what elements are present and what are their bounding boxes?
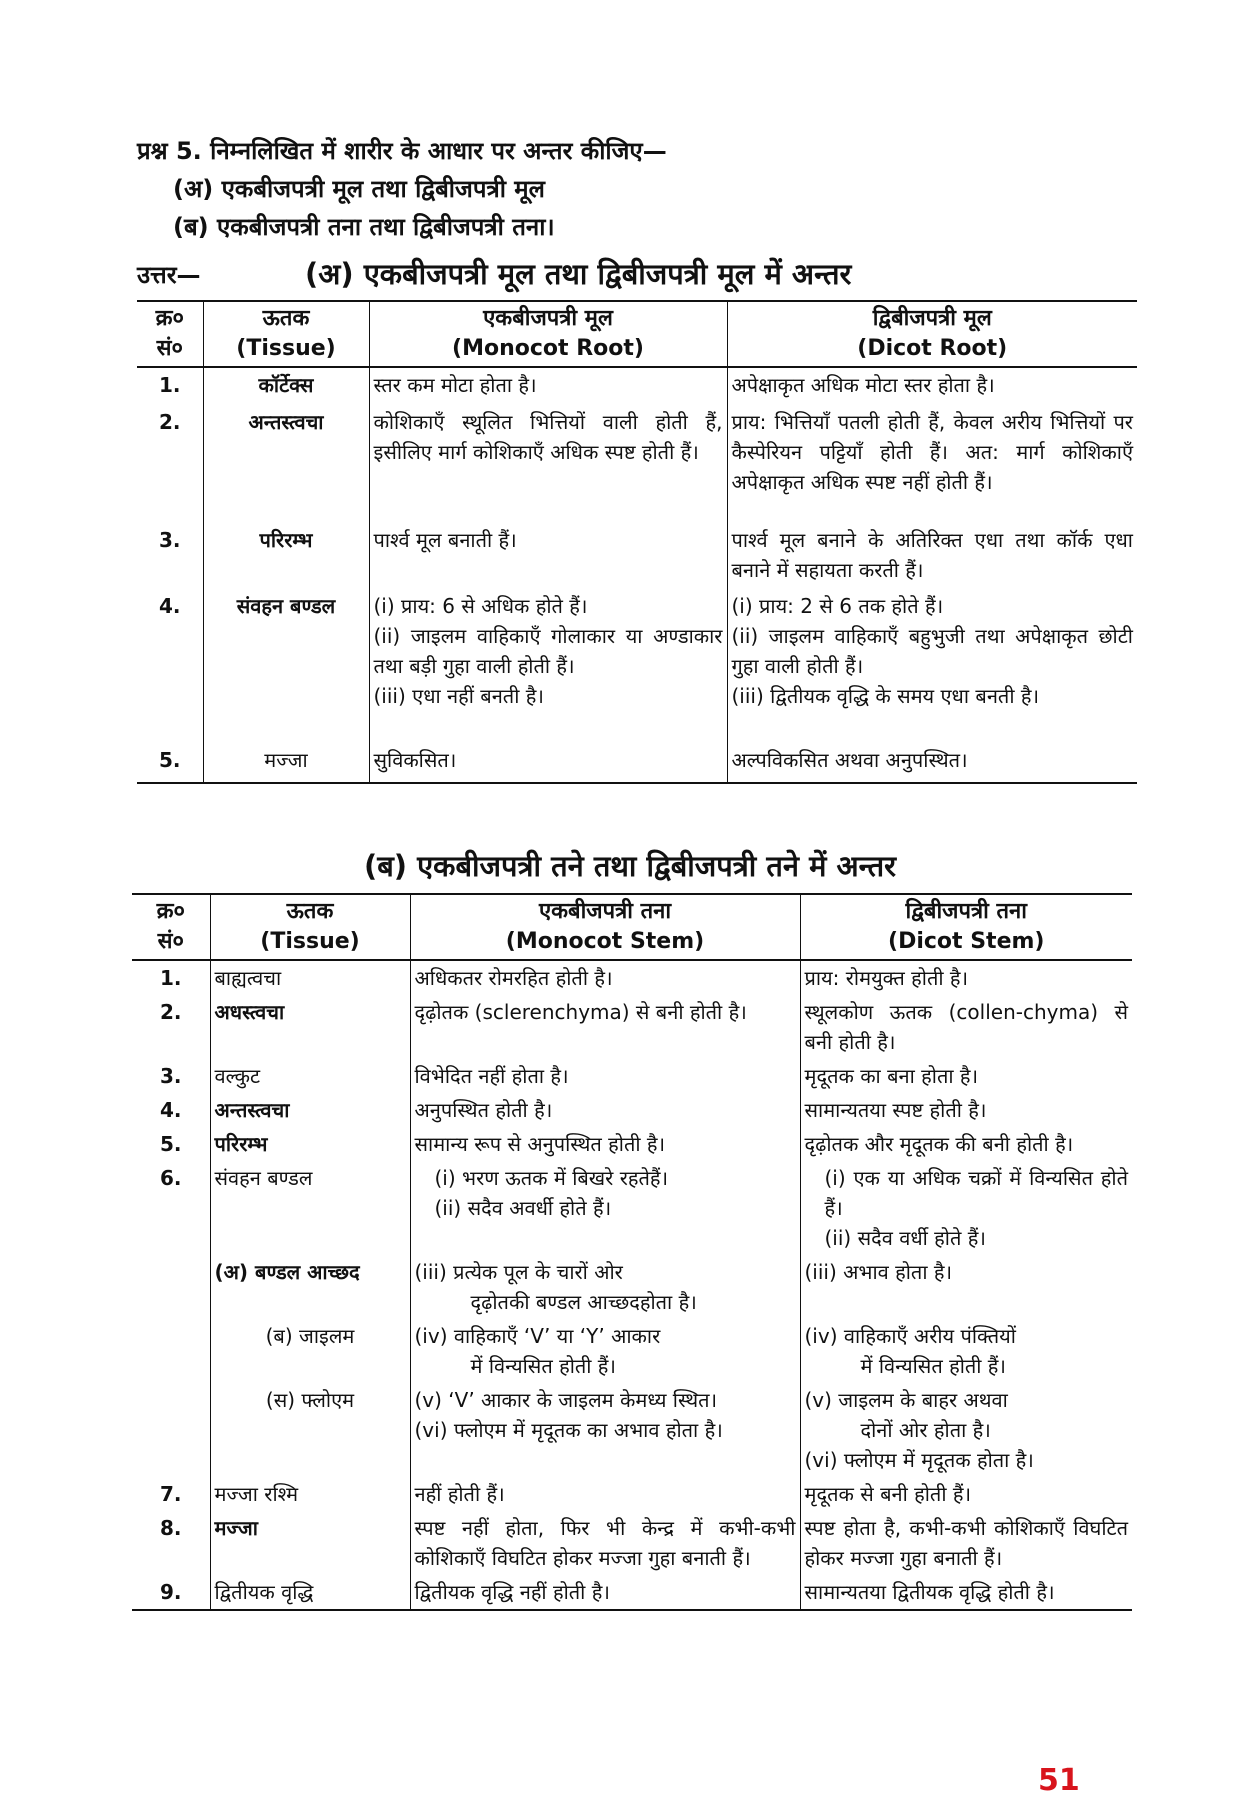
answer-heading-row (137, 254, 1157, 294)
question-block (137, 132, 1157, 246)
row-sno: 9. (132, 1575, 210, 1610)
stem-comparison-table (132, 893, 1132, 1611)
row-dicot: प्राय: रोमयुक्त होती है। (804, 966, 969, 990)
row-sno: 7. (132, 1477, 210, 1511)
root-comparison-table (137, 300, 1137, 784)
row-tissue: मज्जा (210, 1511, 410, 1575)
question-part-b: (ब) एकबीजपत्री तना तथा द्विबीजपत्री तना। (173, 213, 555, 241)
row-monocot: (iii) प्रत्येक पूल के चारों ओर दृढ़ोतकी बण्डल आच्छदहोता है। (410, 1255, 800, 1319)
row-monocot: पार्श्व मूल बनाती हैं। (369, 523, 727, 589)
table-row (137, 367, 1137, 405)
table-row (137, 589, 1137, 743)
row-monocot: कोशिकाएँ स्थूलित भित्तियों वाली होती हैं, इसीलिए मार्ग कोशिकाएँ अधिक स्पष्ट होती हैं। (369, 405, 727, 523)
table-row (132, 1127, 1132, 1161)
section-b-heading: (ब) एकबीजपत्री तने तथा द्विबीजपत्री तने में अन्तर (363, 849, 897, 883)
row-sno: 1. (137, 367, 203, 405)
row-dicot: प्राय: भित्तियाँ पतली होती हैं, केवल अरीय भित्तियों पर कैस्पेरियन पट्टियाँ होती हैं। अत: मार्ग कोशिकाएँ अपेक्षाकृत अधिक स्पष्ट नहीं होती हैं। (731, 410, 1133, 494)
row-tissue: वल्कुट (210, 1059, 410, 1093)
row-monocot: स्पष्ट नहीं होता, फिर भी केन्द्र में कभी-कभी कोशिकाएँ विघटित होकर मज्जा गुहा बनाती हैं। (410, 1511, 800, 1575)
row-monocot: (i) भरण ऊतक में बिखरे रहतेहैं। (ii) सदैव अवर्धी होते हैं। (410, 1161, 800, 1255)
row-sno: 6. (132, 1161, 210, 1255)
row-tissue: अन्तस्त्वचा (203, 405, 369, 523)
row-monocot: सामान्य रूप से अनुपस्थित होती है। (410, 1127, 800, 1161)
row-sno: 2. (137, 405, 203, 523)
table-row (132, 995, 1132, 1059)
row-tissue: अधस्त्वचा (210, 995, 410, 1059)
row-monocot: (i) प्राय: 6 से अधिक होते हैं। (ii) जाइलम वाहिकाएँ गोलाकार या अण्डाकार तथा बड़ी गुहा वाली होती हैं। (iii) एधा नहीं बनती है। (369, 589, 727, 743)
header-dicot-root: द्विबीजपत्री मूल (Dicot Root) (857, 306, 1008, 361)
row-dicot: (i) प्राय: 2 से 6 तक होते हैं। (ii) जाइलम वाहिकाएँ बहुभुजी तथा अपेक्षाकृत छोटी गुहा वाली होती हैं। (iii) द्वितीयक वृद्धि के समय एधा बनती है। (731, 594, 1133, 708)
table-row (137, 523, 1137, 589)
row-tissue: मज्जा रश्मि (210, 1477, 410, 1511)
row-tissue: परिरम्भ (203, 523, 369, 589)
table-row (132, 1319, 1132, 1383)
row-sno: 3. (132, 1059, 210, 1093)
table-row (132, 1059, 1132, 1093)
row-tissue: (ब) जाइलम (210, 1319, 410, 1383)
row-dicot: मृदूतक से बनी होती हैं। (804, 1482, 972, 1506)
row-dicot: सामान्यतया द्वितीयक वृद्धि होती है। (804, 1580, 1055, 1604)
header-monocot-stem: एकबीजपत्री तना (Monocot Stem) (410, 894, 800, 960)
row-monocot: अधिकतर रोमरहित होती है। (410, 960, 800, 995)
row-monocot: नहीं होती हैं। (410, 1477, 800, 1511)
row-dicot: स्पष्ट होता है, कभी-कभी कोशिकाएँ विघटित होकर मज्जा गुहा बनाती हैं। (804, 1516, 1128, 1570)
row-dicot: (i) एक या अधिक चक्रों में विन्यसित होते हैं। (ii) सदैव वर्धी होते हैं। (824, 1166, 1128, 1250)
question-part-a: (अ) एकबीजपत्री मूल तथा द्विबीजपत्री मूल (173, 175, 545, 203)
row-tissue: कॉर्टेक्स (203, 367, 369, 405)
row-monocot: सुविकसित। (369, 743, 727, 783)
row-monocot: (v) ‘V’ आकार के जाइलम केमध्य स्थित। (vi) फ्लोएम में मृदूतक का अभाव होता है। (410, 1383, 800, 1477)
row-sno: 3. (137, 523, 203, 589)
row-dicot: मृदूतक का बना होता है। (804, 1064, 979, 1088)
row-sno: 1. (132, 960, 210, 995)
row-tissue: (स) फ्लोएम (210, 1383, 410, 1477)
row-monocot: द्वितीयक वृद्धि नहीं होती है। (410, 1575, 800, 1610)
row-tissue: द्वितीयक वृद्धि (210, 1575, 410, 1610)
question-title: प्रश्न 5. निम्नलिखित में शारीर के आधार पर अन्तर कीजिए— (137, 137, 667, 165)
header-tissue: ऊतक (Tissue) (203, 301, 369, 367)
row-sno (132, 1255, 210, 1319)
row-dicot: अल्पविकसित अथवा अनुपस्थित। (731, 748, 968, 772)
table-row (132, 960, 1132, 995)
table-header-row (132, 894, 1132, 960)
row-sno: 8. (132, 1511, 210, 1575)
answer-label: उत्तर— (137, 261, 201, 289)
row-monocot: दृढ़ोतक (sclerenchyma) से बनी होती है। (410, 995, 800, 1059)
row-sno (132, 1383, 210, 1477)
table-row (137, 743, 1137, 783)
table-row (132, 1161, 1132, 1255)
row-monocot: स्तर कम मोटा होता है। (369, 367, 727, 405)
header-dicot-stem: द्विबीजपत्री तना (Dicot Stem) (888, 899, 1045, 954)
row-tissue: संवहन बण्डल (203, 589, 369, 743)
row-sno: 5. (137, 743, 203, 783)
header-monocot-root: एकबीजपत्री मूल (Monocot Root) (369, 301, 727, 367)
row-tissue: संवहन बण्डल (210, 1161, 410, 1255)
table-row (132, 1575, 1132, 1610)
page-number: 51 (1038, 1763, 1080, 1798)
row-sno: 2. (132, 995, 210, 1059)
row-dicot: स्थूलकोण ऊतक (collen-chyma) से बनी होती है। (804, 1000, 1128, 1054)
row-sno: 4. (132, 1093, 210, 1127)
row-tissue: मज्जा (203, 743, 369, 783)
header-sno: क्र० सं० (137, 301, 203, 367)
row-sno: 5. (132, 1127, 210, 1161)
row-dicot: (iv) वाहिकाएँ अरीय पंक्तियों में विन्यसित होती हैं। (804, 1324, 1016, 1378)
row-dicot: पार्श्व मूल बनाने के अतिरिक्त एधा तथा कॉर्क एधा बनाने में सहायता करती हैं। (731, 528, 1133, 582)
header-sno: क्र० सं० (132, 894, 210, 960)
row-dicot: दृढ़ोतक और मृदूतक की बनी होती है। (804, 1132, 1074, 1156)
row-dicot: सामान्यतया स्पष्ट होती है। (804, 1098, 987, 1122)
row-dicot: (iii) अभाव होता है। (804, 1260, 953, 1284)
row-dicot: अपेक्षाकृत अधिक मोटा स्तर होता है। (731, 373, 995, 397)
row-monocot: अनुपस्थित होती है। (410, 1093, 800, 1127)
row-tissue: परिरम्भ (210, 1127, 410, 1161)
section-a-heading: (अ) एकबीजपत्री मूल तथा द्विबीजपत्री मूल में अन्तर (305, 257, 852, 291)
table-row (132, 1383, 1132, 1477)
row-monocot: विभेदित नहीं होता है। (410, 1059, 800, 1093)
row-monocot: (iv) वाहिकाएँ ‘V’ या ‘Y’ आकार में विन्यसित होती हैं। (410, 1319, 800, 1383)
row-sno: 4. (137, 589, 203, 743)
table-header-row (137, 301, 1137, 367)
header-tissue: ऊतक (Tissue) (210, 894, 410, 960)
row-dicot: (v) जाइलम के बाहर अथवा दोनों ओर होता है। (vi) फ्लोएम में मृदूतक होता है। (804, 1388, 1034, 1472)
table-row (132, 1255, 1132, 1319)
row-tissue: अन्तस्त्वचा (210, 1093, 410, 1127)
row-tissue: (अ) बण्डल आच्छद (210, 1255, 410, 1319)
table-row (132, 1093, 1132, 1127)
row-tissue: बाह्यत्वचा (210, 960, 410, 995)
table-row (132, 1477, 1132, 1511)
row-sno (132, 1319, 210, 1383)
table-row (137, 405, 1137, 523)
table-row (132, 1511, 1132, 1575)
